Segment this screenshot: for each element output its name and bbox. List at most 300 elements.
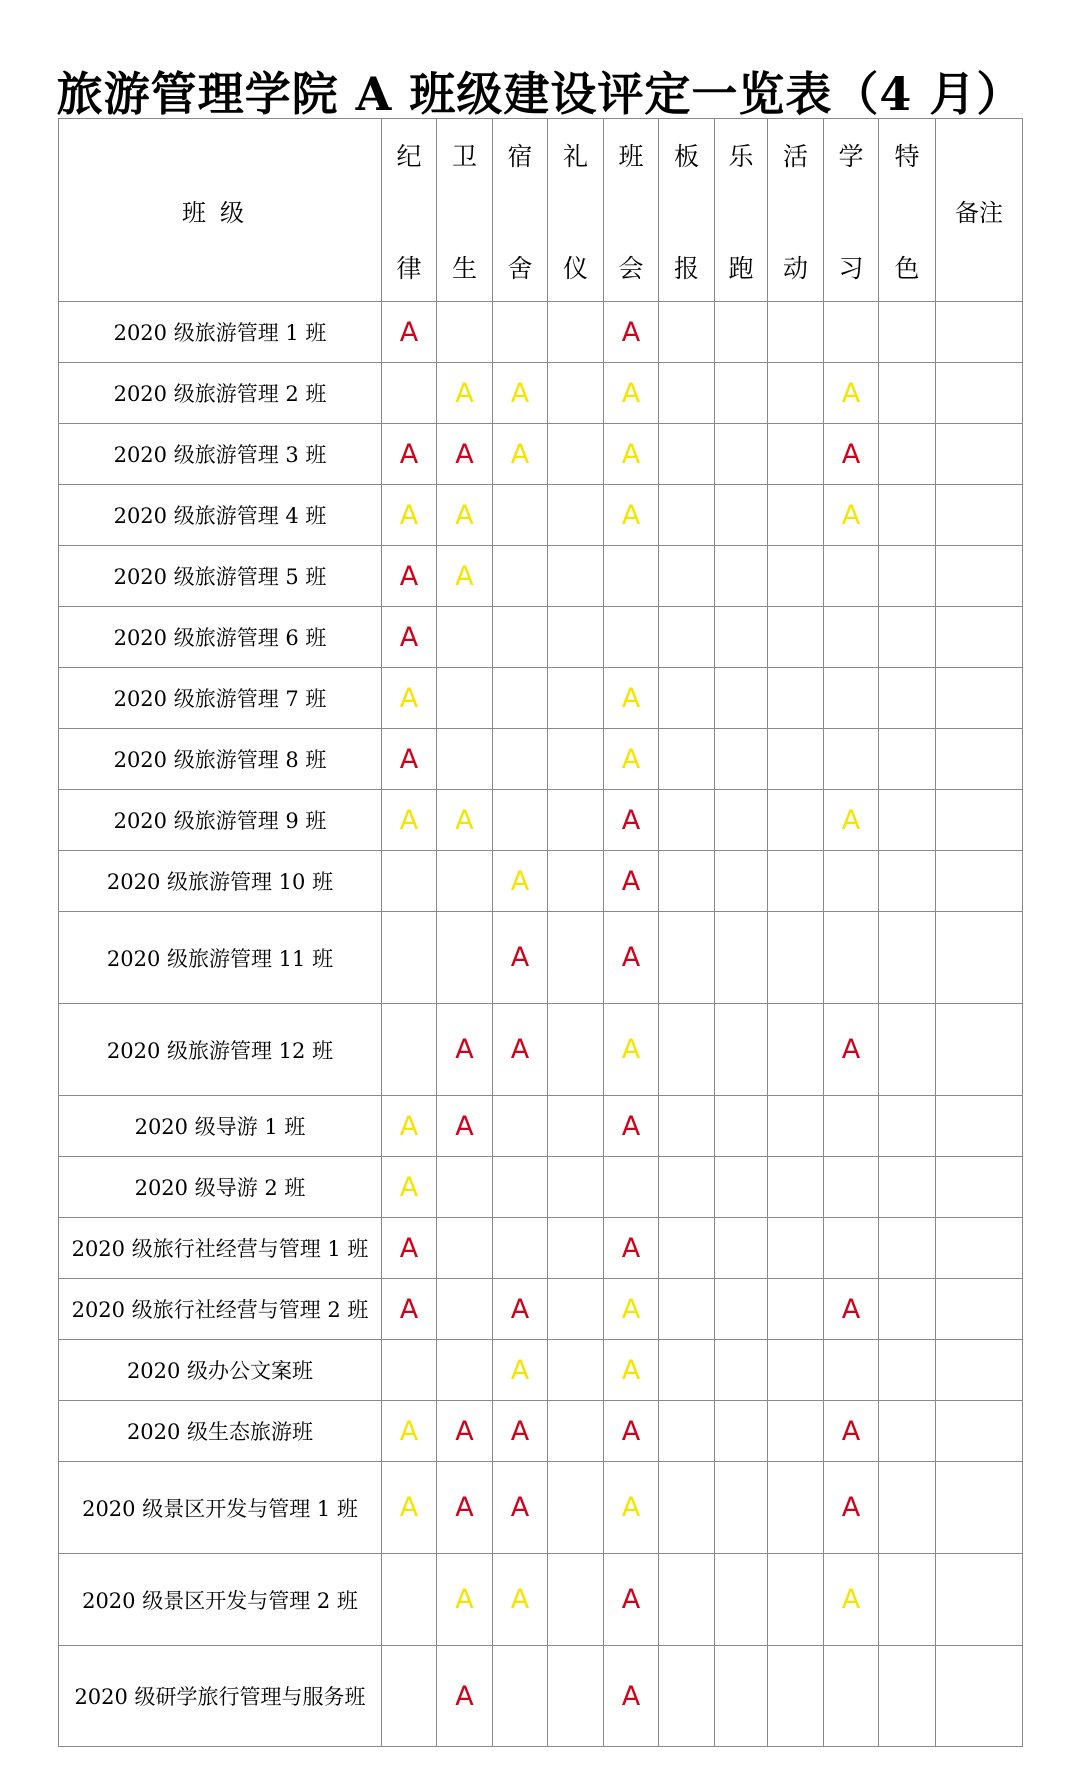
empty-grade-cell xyxy=(548,485,604,546)
grade-a-red: A xyxy=(382,1218,437,1279)
empty-grade-cell xyxy=(824,546,879,607)
empty-grade-cell xyxy=(548,668,604,729)
empty-grade-cell xyxy=(879,1646,936,1747)
grade-a-red: A xyxy=(604,1401,659,1462)
empty-grade-cell xyxy=(659,424,715,485)
empty-grade-cell xyxy=(879,729,936,790)
empty-grade-cell xyxy=(715,302,768,363)
note-cell xyxy=(936,1554,1023,1646)
empty-grade-cell xyxy=(879,1004,936,1096)
empty-grade-cell xyxy=(493,607,548,668)
empty-grade-cell xyxy=(548,546,604,607)
empty-grade-cell xyxy=(437,607,493,668)
empty-grade-cell xyxy=(879,485,936,546)
empty-grade-cell xyxy=(548,302,604,363)
empty-grade-cell xyxy=(768,607,824,668)
grade-a-red: A xyxy=(604,1096,659,1157)
empty-grade-cell xyxy=(768,485,824,546)
class-name-cell: 2020 级旅游管理 12 班 xyxy=(59,1004,382,1096)
empty-grade-cell xyxy=(879,363,936,424)
table-row xyxy=(59,1279,1023,1340)
category-header-bottom: 跑 xyxy=(728,254,754,283)
table-row xyxy=(59,1096,1023,1157)
empty-grade-cell xyxy=(659,912,715,1004)
empty-grade-cell xyxy=(548,424,604,485)
empty-grade-cell xyxy=(715,1554,768,1646)
empty-grade-cell xyxy=(437,729,493,790)
empty-grade-cell xyxy=(382,1554,437,1646)
table-row xyxy=(59,607,1023,668)
empty-grade-cell xyxy=(879,1279,936,1340)
category-header-top: 班 xyxy=(618,142,644,171)
note-cell xyxy=(936,790,1023,851)
note-cell xyxy=(936,729,1023,790)
empty-grade-cell xyxy=(879,668,936,729)
class-name-cell: 2020 级旅游管理 4 班 xyxy=(59,485,382,546)
empty-grade-cell xyxy=(879,424,936,485)
empty-grade-cell xyxy=(879,1096,936,1157)
grade-a-red: A xyxy=(604,1646,659,1747)
grade-a-yellow: A xyxy=(493,1554,548,1646)
empty-grade-cell xyxy=(715,1157,768,1218)
grade-a-red: A xyxy=(437,1646,493,1747)
grade-a-red: A xyxy=(604,912,659,1004)
empty-grade-cell xyxy=(824,1340,879,1401)
grade-a-yellow: A xyxy=(604,1340,659,1401)
grade-a-red: A xyxy=(493,1279,548,1340)
empty-grade-cell xyxy=(548,363,604,424)
empty-grade-cell xyxy=(715,1004,768,1096)
grade-a-yellow: A xyxy=(604,1462,659,1554)
note-cell xyxy=(936,1157,1023,1218)
note-cell xyxy=(936,363,1023,424)
note-cell xyxy=(936,668,1023,729)
class-name-cell: 2020 级旅游管理 7 班 xyxy=(59,668,382,729)
empty-grade-cell xyxy=(382,1340,437,1401)
category-header-top: 卫 xyxy=(451,142,477,171)
class-name-cell: 2020 级办公文案班 xyxy=(59,1340,382,1401)
class-name-cell: 2020 级生态旅游班 xyxy=(59,1401,382,1462)
empty-grade-cell xyxy=(715,1279,768,1340)
grade-a-red: A xyxy=(382,1279,437,1340)
empty-grade-cell xyxy=(548,1004,604,1096)
grade-a-red: A xyxy=(824,1279,879,1340)
empty-grade-cell xyxy=(715,790,768,851)
category-header xyxy=(768,119,824,302)
empty-grade-cell xyxy=(824,851,879,912)
empty-grade-cell xyxy=(715,1401,768,1462)
category-header-bottom: 律 xyxy=(396,254,422,283)
empty-grade-cell xyxy=(715,363,768,424)
grade-a-red: A xyxy=(604,1218,659,1279)
grade-a-red: A xyxy=(437,1004,493,1096)
empty-grade-cell xyxy=(768,851,824,912)
note-cell xyxy=(936,485,1023,546)
grade-a-yellow: A xyxy=(493,363,548,424)
grade-a-red: A xyxy=(382,302,437,363)
empty-grade-cell xyxy=(659,302,715,363)
table-row xyxy=(59,485,1023,546)
empty-grade-cell xyxy=(879,1401,936,1462)
empty-grade-cell xyxy=(879,790,936,851)
category-header-top: 活 xyxy=(782,142,808,171)
table-row xyxy=(59,1340,1023,1401)
empty-grade-cell xyxy=(879,912,936,1004)
empty-grade-cell xyxy=(493,668,548,729)
class-name-cell: 2020 级景区开发与管理 1 班 xyxy=(59,1462,382,1554)
grade-a-yellow: A xyxy=(824,1554,879,1646)
grade-a-yellow: A xyxy=(604,668,659,729)
empty-grade-cell xyxy=(604,607,659,668)
grade-a-yellow: A xyxy=(437,546,493,607)
grade-a-red: A xyxy=(493,1004,548,1096)
note-cell xyxy=(936,302,1023,363)
class-name-cell: 2020 级旅游管理 3 班 xyxy=(59,424,382,485)
empty-grade-cell xyxy=(715,729,768,790)
class-name-cell: 2020 级旅游管理 1 班 xyxy=(59,302,382,363)
class-name-cell: 2020 级研学旅行管理与服务班 xyxy=(59,1646,382,1747)
empty-grade-cell xyxy=(768,424,824,485)
grade-a-red: A xyxy=(493,1462,548,1554)
grade-a-red: A xyxy=(382,546,437,607)
empty-grade-cell xyxy=(659,1646,715,1747)
grade-a-red: A xyxy=(437,1462,493,1554)
empty-grade-cell xyxy=(715,1218,768,1279)
empty-grade-cell xyxy=(437,302,493,363)
empty-grade-cell xyxy=(659,485,715,546)
grade-a-yellow: A xyxy=(604,729,659,790)
empty-grade-cell xyxy=(715,485,768,546)
grade-a-red: A xyxy=(437,1401,493,1462)
table-row xyxy=(59,1646,1023,1747)
empty-grade-cell xyxy=(493,1218,548,1279)
empty-grade-cell xyxy=(715,668,768,729)
empty-grade-cell xyxy=(879,546,936,607)
category-header-bottom: 仪 xyxy=(562,254,588,283)
grade-a-yellow: A xyxy=(604,424,659,485)
empty-grade-cell xyxy=(659,546,715,607)
note-cell xyxy=(936,1096,1023,1157)
empty-grade-cell xyxy=(659,1279,715,1340)
empty-grade-cell xyxy=(659,729,715,790)
empty-grade-cell xyxy=(715,607,768,668)
class-name-cell: 2020 级旅游管理 5 班 xyxy=(59,546,382,607)
grade-a-red: A xyxy=(437,424,493,485)
grade-a-red: A xyxy=(604,302,659,363)
empty-grade-cell xyxy=(715,1096,768,1157)
table-row xyxy=(59,363,1023,424)
category-header-top: 板 xyxy=(673,142,699,171)
category-header xyxy=(493,119,548,302)
note-cell xyxy=(936,546,1023,607)
empty-grade-cell xyxy=(548,1218,604,1279)
empty-grade-cell xyxy=(493,729,548,790)
grade-a-red: A xyxy=(824,1004,879,1096)
empty-grade-cell xyxy=(768,1401,824,1462)
grade-a-yellow: A xyxy=(382,790,437,851)
empty-grade-cell xyxy=(548,1157,604,1218)
empty-grade-cell xyxy=(824,912,879,1004)
empty-grade-cell xyxy=(548,912,604,1004)
empty-grade-cell xyxy=(548,1096,604,1157)
empty-grade-cell xyxy=(715,912,768,1004)
note-cell xyxy=(936,912,1023,1004)
grade-a-yellow: A xyxy=(382,1462,437,1554)
empty-grade-cell xyxy=(715,1340,768,1401)
empty-grade-cell xyxy=(879,1157,936,1218)
note-cell xyxy=(936,1004,1023,1096)
note-cell xyxy=(936,1340,1023,1401)
category-header xyxy=(437,119,493,302)
empty-grade-cell xyxy=(768,729,824,790)
empty-grade-cell xyxy=(715,546,768,607)
grade-a-yellow: A xyxy=(604,1004,659,1096)
empty-grade-cell xyxy=(659,363,715,424)
category-header-bottom: 动 xyxy=(782,254,808,283)
class-name-cell: 2020 级旅游管理 11 班 xyxy=(59,912,382,1004)
page-title: 旅游管理学院 A 班级建设评定一览表（4 月） xyxy=(56,67,1024,121)
grade-a-yellow: A xyxy=(493,424,548,485)
table-row xyxy=(59,302,1023,363)
empty-grade-cell xyxy=(879,1340,936,1401)
class-name-cell: 2020 级导游 1 班 xyxy=(59,1096,382,1157)
empty-grade-cell xyxy=(824,1646,879,1747)
empty-grade-cell xyxy=(382,363,437,424)
category-header-top: 学 xyxy=(838,142,864,171)
empty-grade-cell xyxy=(548,1340,604,1401)
empty-grade-cell xyxy=(768,1279,824,1340)
category-header-top: 礼 xyxy=(562,142,588,171)
empty-grade-cell xyxy=(768,1157,824,1218)
empty-grade-cell xyxy=(493,485,548,546)
empty-grade-cell xyxy=(824,1157,879,1218)
grade-a-yellow: A xyxy=(437,790,493,851)
empty-grade-cell xyxy=(659,1554,715,1646)
empty-grade-cell xyxy=(659,1004,715,1096)
category-header xyxy=(548,119,604,302)
grade-a-yellow: A xyxy=(824,485,879,546)
note-cell xyxy=(936,607,1023,668)
empty-grade-cell xyxy=(659,1157,715,1218)
class-name-cell: 2020 级旅游管理 2 班 xyxy=(59,363,382,424)
category-header xyxy=(659,119,715,302)
note-cell xyxy=(936,1401,1023,1462)
empty-grade-cell xyxy=(768,1554,824,1646)
empty-grade-cell xyxy=(382,1646,437,1747)
grade-a-yellow: A xyxy=(382,668,437,729)
note-cell xyxy=(936,851,1023,912)
empty-grade-cell xyxy=(548,790,604,851)
empty-grade-cell xyxy=(768,302,824,363)
empty-grade-cell xyxy=(768,363,824,424)
empty-grade-cell xyxy=(548,1462,604,1554)
grade-a-red: A xyxy=(382,424,437,485)
grade-a-red: A xyxy=(493,1401,548,1462)
empty-grade-cell xyxy=(437,1157,493,1218)
empty-grade-cell xyxy=(715,424,768,485)
empty-grade-cell xyxy=(493,1096,548,1157)
empty-grade-cell xyxy=(548,851,604,912)
empty-grade-cell xyxy=(548,1279,604,1340)
category-header-bottom: 会 xyxy=(618,254,644,283)
table-row xyxy=(59,668,1023,729)
empty-grade-cell xyxy=(382,1004,437,1096)
empty-grade-cell xyxy=(824,302,879,363)
grade-a-red: A xyxy=(604,1554,659,1646)
empty-grade-cell xyxy=(548,1554,604,1646)
empty-grade-cell xyxy=(768,1004,824,1096)
class-name-cell: 2020 级旅游管理 6 班 xyxy=(59,607,382,668)
empty-grade-cell xyxy=(437,1218,493,1279)
empty-grade-cell xyxy=(382,912,437,1004)
empty-grade-cell xyxy=(437,1340,493,1401)
empty-grade-cell xyxy=(824,607,879,668)
grade-a-red: A xyxy=(604,790,659,851)
empty-grade-cell xyxy=(879,851,936,912)
empty-grade-cell xyxy=(768,1646,824,1747)
category-header xyxy=(715,119,768,302)
empty-grade-cell xyxy=(768,912,824,1004)
empty-grade-cell xyxy=(879,607,936,668)
empty-grade-cell xyxy=(437,851,493,912)
empty-grade-cell xyxy=(437,1279,493,1340)
empty-grade-cell xyxy=(879,1462,936,1554)
class-column-header: 班级 xyxy=(59,119,382,302)
empty-grade-cell xyxy=(659,1401,715,1462)
empty-grade-cell xyxy=(824,1218,879,1279)
grade-a-yellow: A xyxy=(382,485,437,546)
empty-grade-cell xyxy=(382,851,437,912)
empty-grade-cell xyxy=(768,1340,824,1401)
empty-grade-cell xyxy=(437,668,493,729)
empty-grade-cell xyxy=(879,1554,936,1646)
grade-a-red: A xyxy=(382,729,437,790)
class-name-cell: 2020 级景区开发与管理 2 班 xyxy=(59,1554,382,1646)
category-header xyxy=(604,119,659,302)
grade-a-red: A xyxy=(824,424,879,485)
empty-grade-cell xyxy=(548,729,604,790)
empty-grade-cell xyxy=(493,302,548,363)
empty-grade-cell xyxy=(659,851,715,912)
grade-a-red: A xyxy=(382,607,437,668)
empty-grade-cell xyxy=(548,1401,604,1462)
grade-a-red: A xyxy=(493,912,548,1004)
grade-a-yellow: A xyxy=(824,363,879,424)
table-row xyxy=(59,1554,1023,1646)
class-name-cell: 2020 级旅行社经营与管理 2 班 xyxy=(59,1279,382,1340)
empty-grade-cell xyxy=(604,1157,659,1218)
empty-grade-cell xyxy=(768,546,824,607)
table-row xyxy=(59,424,1023,485)
category-header-bottom: 舍 xyxy=(507,254,533,283)
note-cell xyxy=(936,1646,1023,1747)
note-cell xyxy=(936,1279,1023,1340)
grade-a-yellow: A xyxy=(493,851,548,912)
empty-grade-cell xyxy=(715,1646,768,1747)
class-name-cell: 2020 级旅游管理 10 班 xyxy=(59,851,382,912)
category-header-bottom: 色 xyxy=(894,254,920,283)
category-header-top: 宿 xyxy=(507,142,533,171)
grade-a-yellow: A xyxy=(604,485,659,546)
empty-grade-cell xyxy=(768,668,824,729)
note-column-header: 备注 xyxy=(936,119,1023,302)
empty-grade-cell xyxy=(659,1340,715,1401)
grade-a-yellow: A xyxy=(604,1279,659,1340)
table-row xyxy=(59,1401,1023,1462)
class-name-cell: 2020 级旅行社经营与管理 1 班 xyxy=(59,1218,382,1279)
empty-grade-cell xyxy=(879,1218,936,1279)
grade-a-red: A xyxy=(824,1401,879,1462)
note-cell xyxy=(936,1462,1023,1554)
grade-a-yellow: A xyxy=(437,1554,493,1646)
empty-grade-cell xyxy=(715,1462,768,1554)
grade-a-red: A xyxy=(824,1462,879,1554)
table-row xyxy=(59,546,1023,607)
table-row xyxy=(59,729,1023,790)
category-header-top: 纪 xyxy=(396,142,422,171)
empty-grade-cell xyxy=(768,790,824,851)
empty-grade-cell xyxy=(768,1096,824,1157)
empty-grade-cell xyxy=(824,668,879,729)
grade-a-yellow: A xyxy=(493,1340,548,1401)
table-row xyxy=(59,912,1023,1004)
empty-grade-cell xyxy=(879,302,936,363)
rating-table xyxy=(58,118,1023,1747)
category-header-bottom: 报 xyxy=(673,254,699,283)
table-row xyxy=(59,1462,1023,1554)
class-name-cell: 2020 级旅游管理 8 班 xyxy=(59,729,382,790)
category-header-bottom: 习 xyxy=(838,254,864,283)
table-row xyxy=(59,1004,1023,1096)
empty-grade-cell xyxy=(493,1157,548,1218)
grade-a-yellow: A xyxy=(437,363,493,424)
category-header xyxy=(879,119,936,302)
empty-grade-cell xyxy=(493,546,548,607)
empty-grade-cell xyxy=(493,790,548,851)
note-cell xyxy=(936,1218,1023,1279)
empty-grade-cell xyxy=(604,546,659,607)
table-row xyxy=(59,1218,1023,1279)
empty-grade-cell xyxy=(659,1096,715,1157)
empty-grade-cell xyxy=(715,851,768,912)
empty-grade-cell xyxy=(659,1218,715,1279)
empty-grade-cell xyxy=(659,1462,715,1554)
empty-grade-cell xyxy=(768,1218,824,1279)
note-cell xyxy=(936,424,1023,485)
category-header-top: 特 xyxy=(894,142,920,171)
empty-grade-cell xyxy=(659,607,715,668)
empty-grade-cell xyxy=(437,912,493,1004)
grade-a-yellow: A xyxy=(382,1401,437,1462)
grade-a-red: A xyxy=(437,1096,493,1157)
empty-grade-cell xyxy=(659,790,715,851)
category-header xyxy=(382,119,437,302)
empty-grade-cell xyxy=(824,1096,879,1157)
empty-grade-cell xyxy=(659,668,715,729)
category-header-top: 乐 xyxy=(728,142,754,171)
grade-a-red: A xyxy=(604,851,659,912)
class-name-cell: 2020 级导游 2 班 xyxy=(59,1157,382,1218)
category-header xyxy=(824,119,879,302)
table-row xyxy=(59,790,1023,851)
empty-grade-cell xyxy=(548,1646,604,1747)
class-name-cell: 2020 级旅游管理 9 班 xyxy=(59,790,382,851)
table-row xyxy=(59,851,1023,912)
empty-grade-cell xyxy=(548,607,604,668)
grade-a-yellow: A xyxy=(824,790,879,851)
category-header-bottom: 生 xyxy=(451,254,477,283)
empty-grade-cell xyxy=(768,1462,824,1554)
